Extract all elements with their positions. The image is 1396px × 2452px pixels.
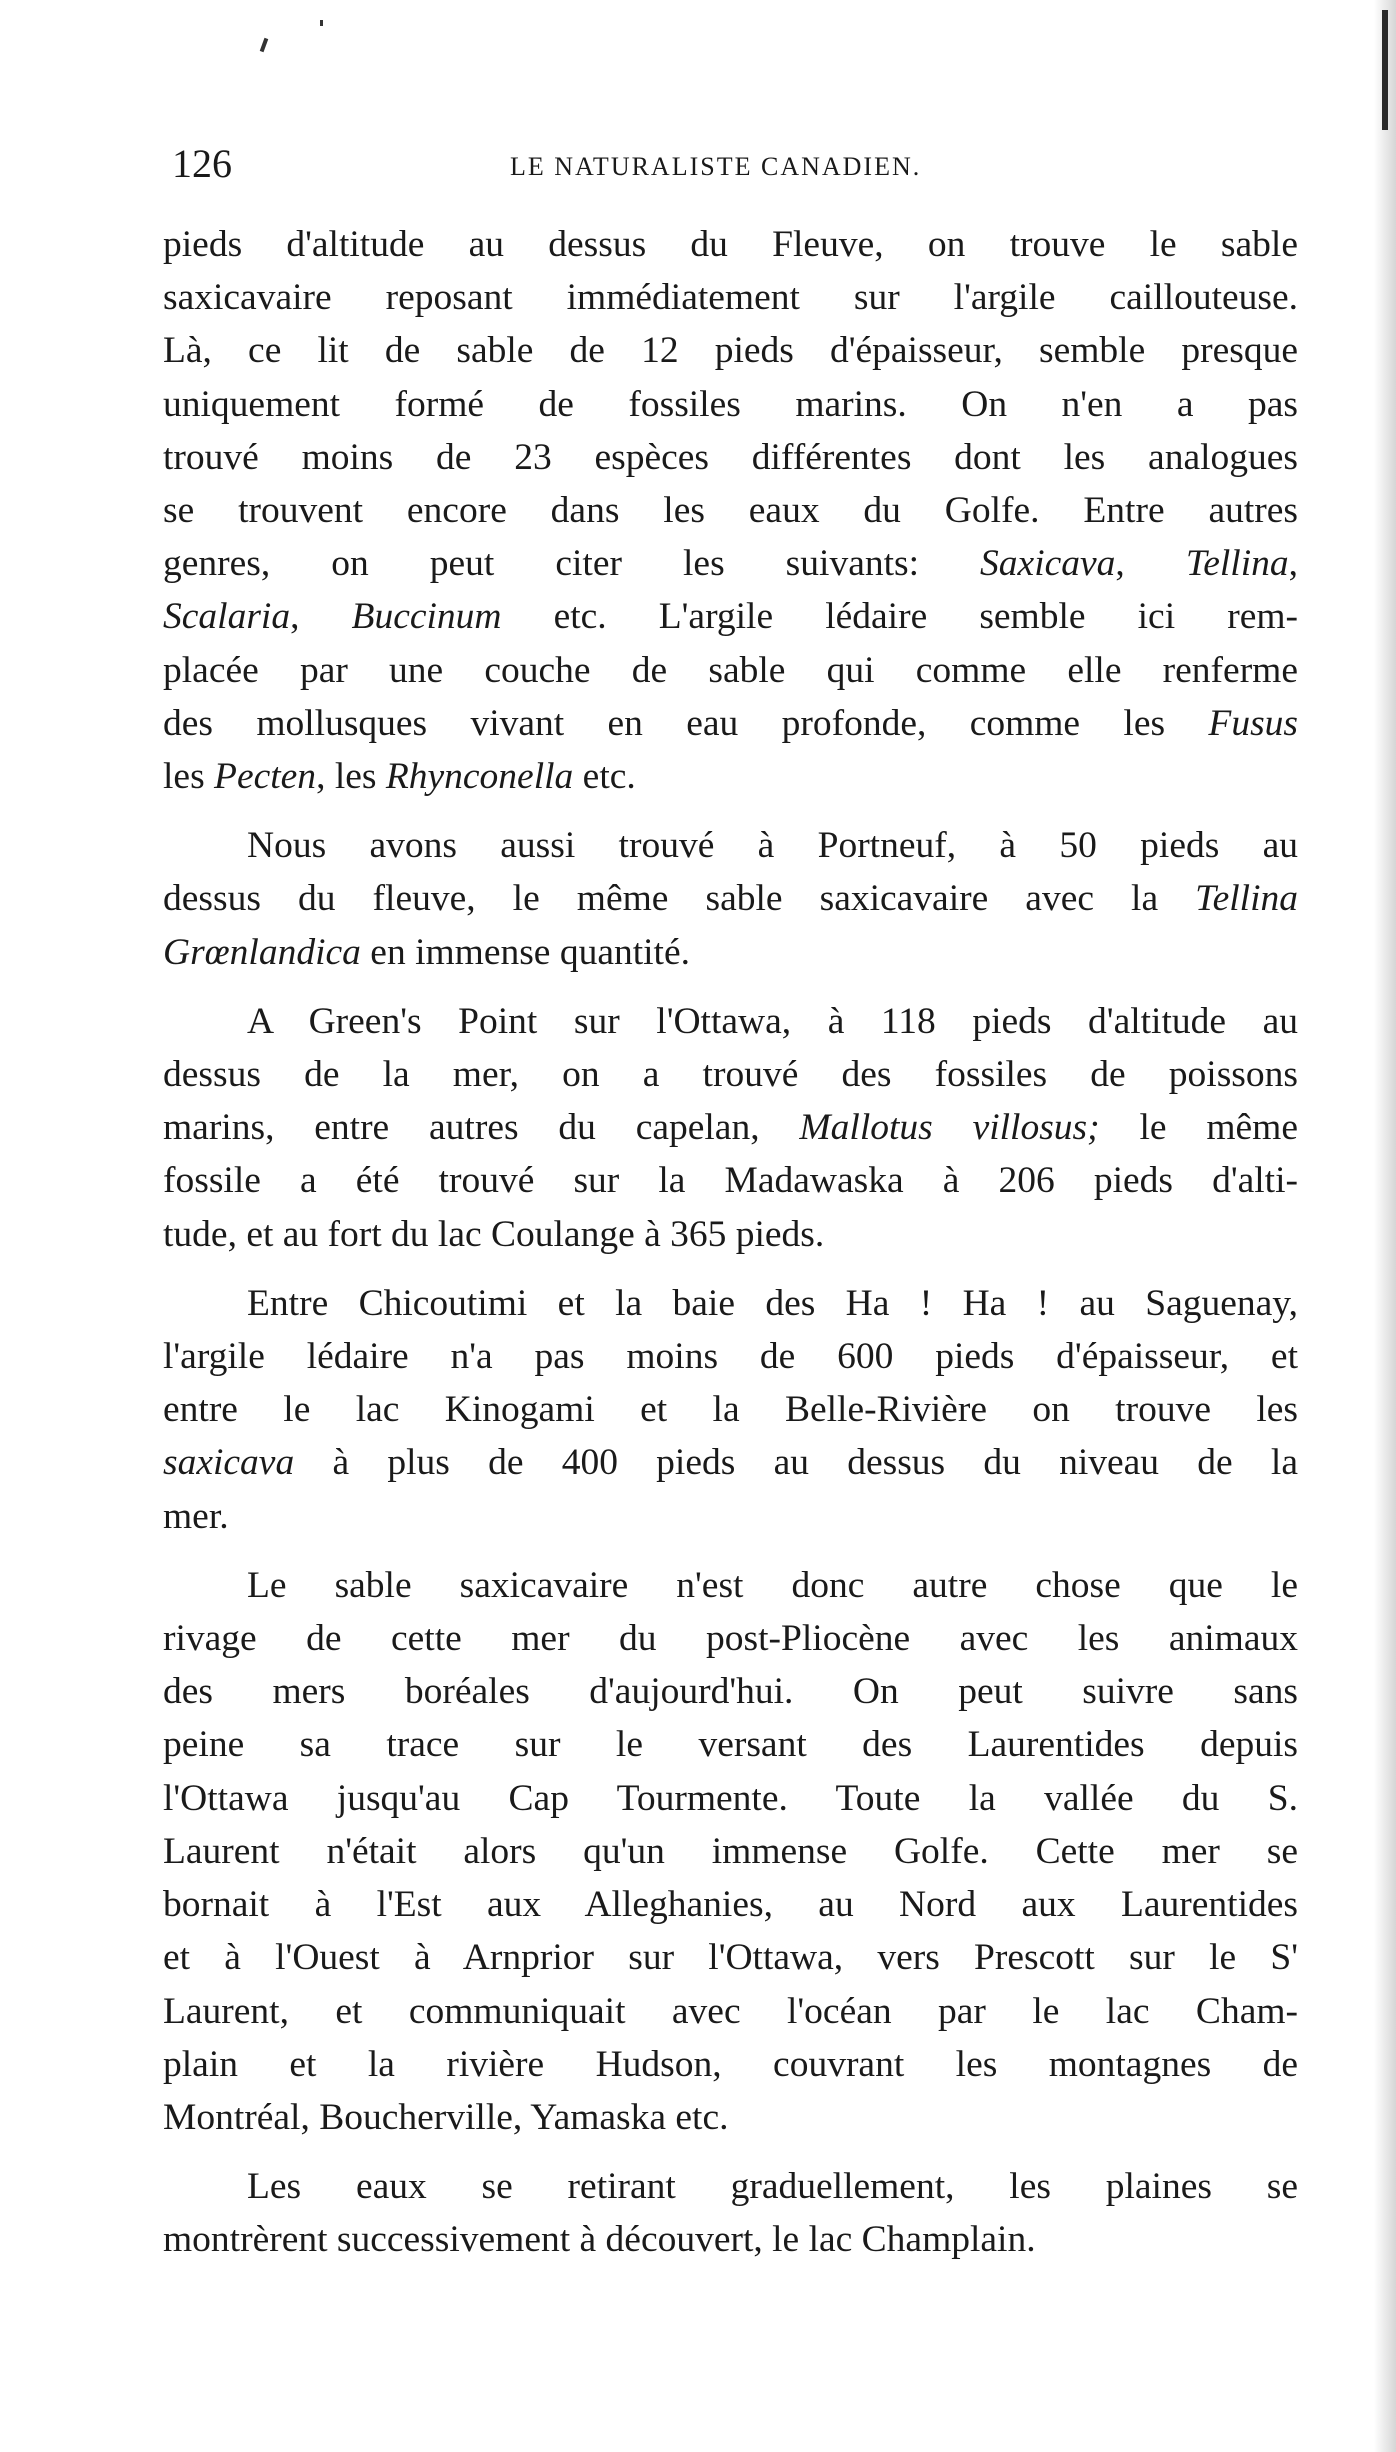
text-line xyxy=(163,218,1298,271)
text-line xyxy=(163,484,1298,537)
text-run: se trouvent encore dans les eaux du Golfe. Entre autres xyxy=(163,490,1298,532)
text-line xyxy=(163,819,1298,872)
text-line xyxy=(163,431,1298,484)
text-line xyxy=(163,378,1298,431)
text-line xyxy=(163,1436,1298,1489)
text-run: bornait à l'Est aux Alleghanies, au Nord aux Laurentides xyxy=(163,1884,1298,1926)
text-run: trouvé moins de 23 espèces différentes dont les analogues xyxy=(163,436,1298,478)
text-line xyxy=(163,1383,1298,1436)
text-run: montrèrent successivement à découvert, le lac Champlain. xyxy=(163,2219,1036,2261)
page-edge-mark xyxy=(1382,10,1388,130)
italic-run: Tellina xyxy=(1185,543,1289,585)
page-edge-shadow xyxy=(1374,0,1396,2452)
text-line xyxy=(163,324,1298,377)
text-line xyxy=(163,1612,1298,1665)
text-run: l'argile lédaire n'a pas moins de 600 pieds d'épaisseur, et xyxy=(163,1336,1298,1378)
text-run: Nous avons aussi trouvé à Portneuf, à 50 pieds au xyxy=(247,825,1298,867)
text-run: A Green's Point sur l'Ottawa, à 118 pieds d'altitude au xyxy=(247,1000,1298,1042)
text-line xyxy=(163,872,1298,925)
italic-run: Mallotus villosus; xyxy=(799,1107,1100,1149)
text-run: l'Ottawa jusqu'au Cap Tourmente. Toute la vallée du S. xyxy=(163,1777,1298,1819)
text-line xyxy=(163,1665,1298,1718)
text-run: les xyxy=(163,756,215,798)
text-run: mer. xyxy=(163,1495,229,1537)
text-run: des mollusques vivant en eau profonde, comme les xyxy=(163,702,1209,744)
text-run: entre le lac Kinogami et la Belle-Rivière on trouve les xyxy=(163,1389,1298,1431)
text-run: Entre Chicoutimi et la baie des Ha ! Ha ! au Saguenay, xyxy=(247,1282,1298,1324)
text-run: , xyxy=(290,596,352,638)
text-run: etc. xyxy=(573,756,636,798)
text-line xyxy=(163,1277,1298,1330)
text-run: marins, entre autres du capelan, xyxy=(163,1107,800,1149)
text-line xyxy=(163,995,1298,1048)
text-line xyxy=(163,1490,1298,1543)
text-run: dessus du fleuve, le même sable saxicavaire avec la xyxy=(163,878,1196,920)
text-run: Les eaux se retirant graduellement, les plaines se xyxy=(247,2166,1298,2208)
text-run: saxicavaire reposant immédiatement sur l'argile caillouteuse. xyxy=(163,277,1298,319)
text-line xyxy=(163,1878,1298,1931)
text-line xyxy=(163,644,1298,697)
text-run: plain et la rivière Hudson, couvrant les montagnes de xyxy=(163,2043,1298,2085)
text-run: genres, on peut citer les suivants: xyxy=(163,543,981,585)
italic-run: Buccinum xyxy=(351,596,502,638)
text-line xyxy=(163,2213,1298,2266)
text-line xyxy=(163,1330,1298,1383)
page-header xyxy=(172,140,1302,188)
text-run: fossile a été trouvé sur la Madawaska à 206 pieds d'alti- xyxy=(163,1160,1298,1202)
text-run: à plus de 400 pieds au dessus du niveau de la xyxy=(294,1442,1298,1484)
italic-run: Saxicava xyxy=(980,543,1116,585)
text-line xyxy=(163,1718,1298,1771)
page-number: 126 xyxy=(172,141,232,186)
text-line xyxy=(163,926,1298,979)
text-line xyxy=(163,697,1298,750)
ink-speck xyxy=(320,20,323,26)
text-line xyxy=(163,2160,1298,2213)
text-line xyxy=(163,1985,1298,2038)
text-line xyxy=(163,537,1298,590)
italic-run: Tellina xyxy=(1195,878,1298,920)
text-line xyxy=(163,1772,1298,1825)
text-line xyxy=(163,1101,1298,1154)
text-run: Là, ce lit de sable de 12 pieds d'épaisseur, semble presque xyxy=(163,330,1298,372)
text-line xyxy=(163,2038,1298,2091)
text-run: Laurent n'était alors qu'un immense Golfe. Cette mer se xyxy=(163,1830,1298,1872)
text-run: uniquement formé de fossiles marins. On n'en a pas xyxy=(163,383,1298,425)
italic-run: Rhynconella xyxy=(385,756,574,798)
text-run: peine sa trace sur le versant des Laurentides depuis xyxy=(163,1724,1298,1766)
text-run: en immense quantité. xyxy=(360,931,690,973)
text-line xyxy=(163,2091,1298,2144)
text-line xyxy=(163,1559,1298,1612)
text-line xyxy=(163,1208,1298,1261)
text-run: placée par une couche de sable qui comme elle renferme xyxy=(163,649,1298,691)
text-line xyxy=(163,750,1298,803)
text-line xyxy=(163,1931,1298,1984)
ink-speck xyxy=(260,38,269,53)
text-run: , xyxy=(1115,543,1186,585)
text-run: pieds d'altitude au dessus du Fleuve, on trouve le sable xyxy=(163,224,1298,265)
italic-run: Grœnlandica xyxy=(163,931,361,973)
text-run: Montréal, Boucherville, Yamaska etc. xyxy=(163,2096,729,2138)
text-run: etc. L'argile lédaire semble ici rem- xyxy=(501,596,1298,638)
italic-run: Fusus xyxy=(1208,702,1298,744)
text-run: des mers boréales d'aujourd'hui. On peut suivre sans xyxy=(163,1671,1298,1713)
text-run: le même xyxy=(1099,1107,1298,1149)
text-run: et à l'Ouest à Arnprior sur l'Ottawa, vers Prescott sur le S' xyxy=(163,1937,1298,1979)
text-line xyxy=(163,271,1298,324)
text-run: dessus de la mer, on a trouvé des fossiles de poissons xyxy=(163,1054,1298,1096)
text-line xyxy=(163,1048,1298,1101)
italic-run: Pecten xyxy=(214,756,317,798)
text-run: tude, et au fort du lac Coulange à 365 pieds. xyxy=(163,1213,825,1255)
text-run: , xyxy=(1288,543,1299,585)
text-run: Laurent, et communiquait avec l'océan par le lac Cham- xyxy=(163,1990,1298,2032)
body-text xyxy=(163,218,1298,2267)
text-run: rivage de cette mer du post-Pliocène avec les animaux xyxy=(163,1618,1298,1660)
text-run: Le sable saxicavaire n'est donc autre chose que le xyxy=(247,1564,1298,1606)
running-title: LE NATURALISTE CANADIEN. xyxy=(510,152,922,181)
text-line xyxy=(163,590,1298,643)
text-run: , les xyxy=(316,756,386,798)
text-line xyxy=(163,1154,1298,1207)
text-line xyxy=(163,1825,1298,1878)
italic-run: saxicava xyxy=(163,1442,295,1484)
italic-run: Scalaria xyxy=(163,596,291,638)
